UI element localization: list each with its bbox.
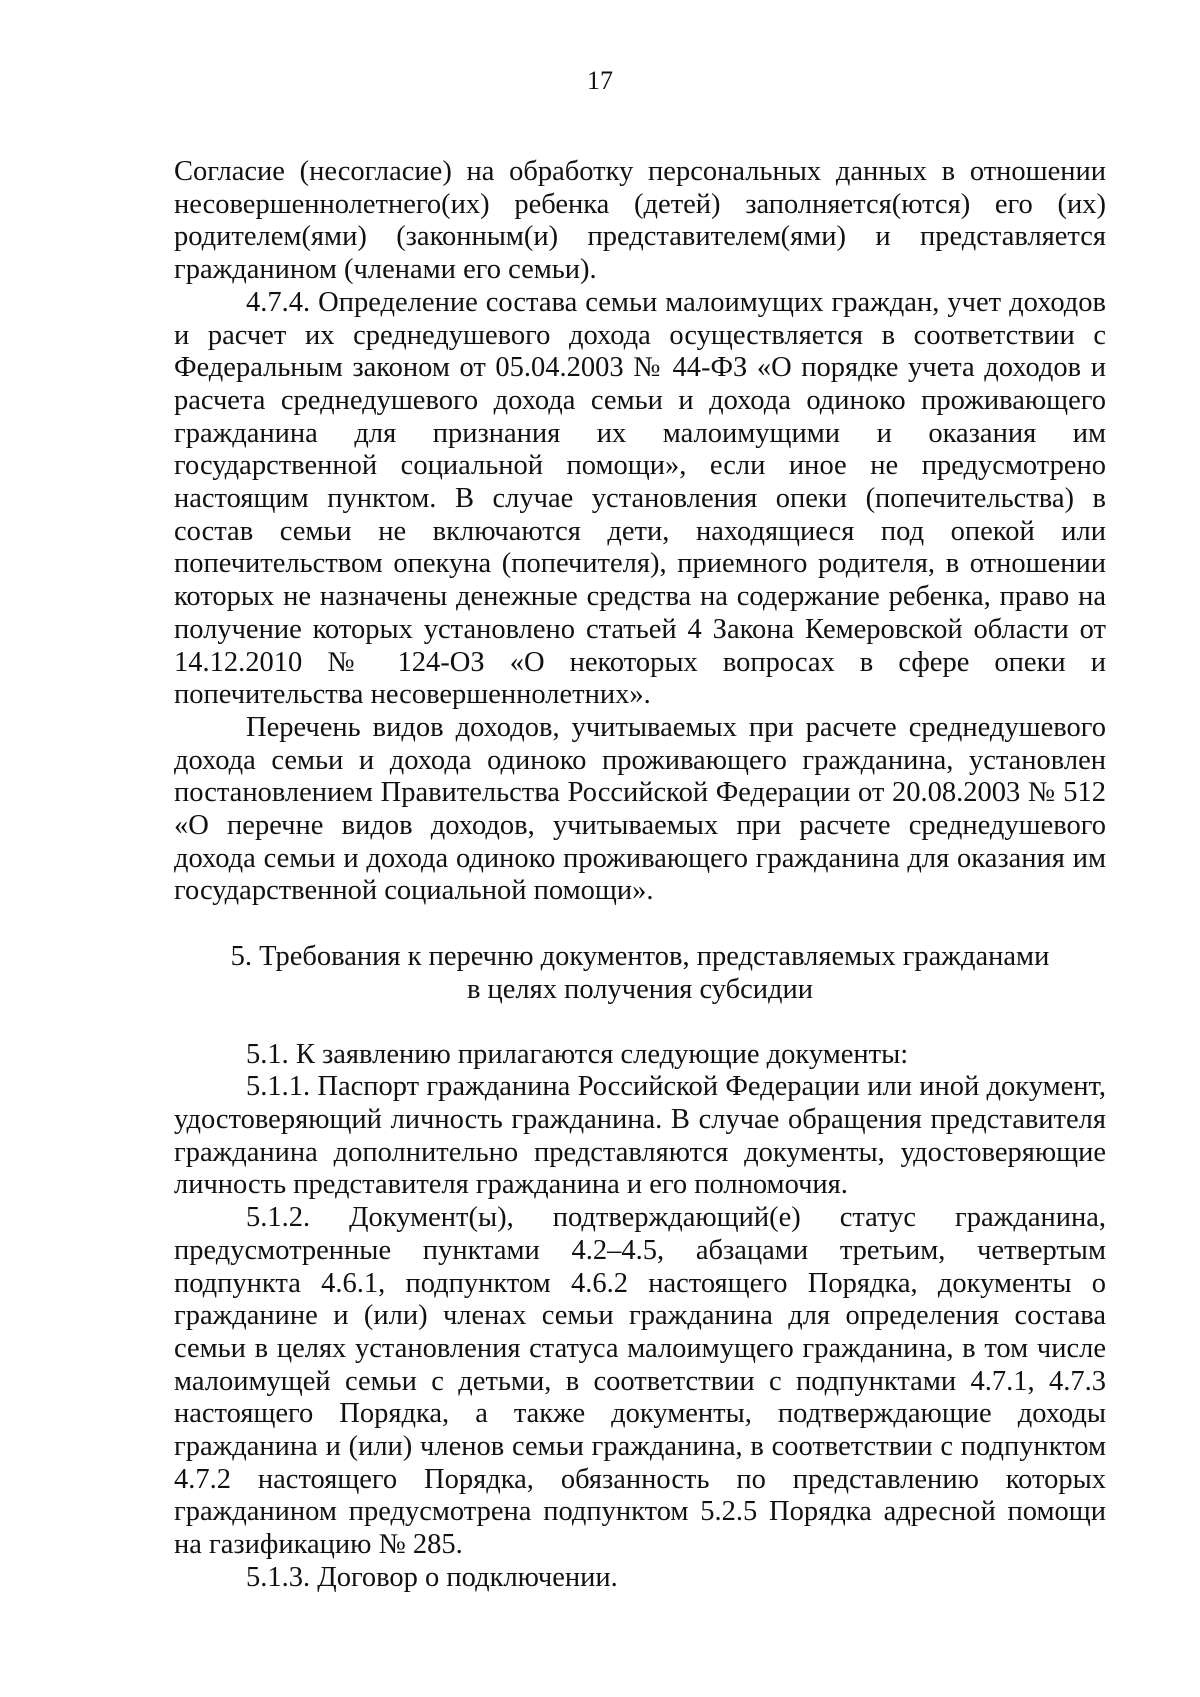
- paragraph-consent: Согласие (несогласие) на обработку персональных данных в отношении несовершеннолетнего(их) ребенка (детей) заполняется(ются) его (их) родителем(ями) (законным(и) представителем(ями) и представляется гражданином (членами его семьи).: [174, 156, 1106, 286]
- paragraph-5-1-2: 5.1.2. Документ(ы), подтверждающий(е) статус гражданина, предусмотренные пунктами 4.2–4.5, абзацами третьим, четвертым подпункта 4.6.1, подпунктом 4.6.2 настоящего Порядка, документы о гражданине и (или) членах семьи гражданина для определения состава семьи в целях установления статуса малоимущего гражданина, в том числе малоимущей семьи с детьми, в соответствии с подпунктами 4.7.1, 4.7.3 настоящего Порядка, а также документы, подтверждающие доходы гражданина и (или) членов семьи гражданина, в соответствии с подпунктом 4.7.2 настоящего Порядка, обязанность по представлению которых гражданином предусмотрена подпунктом 5.2.5 Порядка адресной помощи на газификацию № 285.: [174, 1202, 1106, 1561]
- section-heading-line-1: 5. Требования к перечню документов, представляемых гражданами: [230, 941, 1050, 973]
- section-heading-5: [174, 941, 1106, 1006]
- paragraph-5-1: 5.1. К заявлению прилагаются следующие документы:: [246, 1038, 909, 1070]
- paragraph-5-1-1: 5.1.1. Паспорт гражданина Российской Федерации или иной документ, удостоверяющий личность гражданина. В случае обращения представителя гражданина дополнительно представляются документы, удостоверяющие личность представителя гражданина и его полномочия.: [174, 1071, 1106, 1201]
- paragraph-5-1-3: 5.1.3. Договор о подключении.: [246, 1561, 618, 1593]
- paragraph-income-list: Перечень видов доходов, учитываемых при расчете среднедушевого дохода семьи и дохода одиноко проживающего гражданина, установлен постановлением Правительства Российской Федерации от 20.08.2003 № 512 «О перечне видов доходов, учитываемых при расчете среднедушевого дохода семьи и дохода одиноко проживающего гражданина для оказания им государственной социальной помощи».: [174, 711, 1106, 907]
- page-number: 17: [587, 66, 613, 95]
- document-body: [174, 156, 1106, 1595]
- section-heading-line-2: в целях получения субсидии: [466, 973, 814, 1005]
- paragraph-4-7-4: 4.7.4. Определение состава семьи малоимущих граждан, учет доходов и расчет их среднедушевого дохода осуществляется в соответствии с Федеральным законом от 05.04.2003 № 44-ФЗ «О порядке учета доходов и расчета среднедушевого дохода семьи и дохода одиноко проживающего гражданина для признания их малоимущими и оказания им государственной социальной помощи», если иное не предусмотрено настоящим пунктом. В случае установления опеки (попечительства) в состав семьи не включаются дети, находящиеся под опекой или попечительством опекуна (попечителя), приемного родителя, в отношении которых не назначены денежные средства на содержание ребенка, право на получение которых установлено статьей 4 Закона Кемеровской области от 14.12.2010 № 124-ОЗ «О некоторых вопросах в сфере опеки и попечительства несовершеннолетних».: [174, 286, 1106, 711]
